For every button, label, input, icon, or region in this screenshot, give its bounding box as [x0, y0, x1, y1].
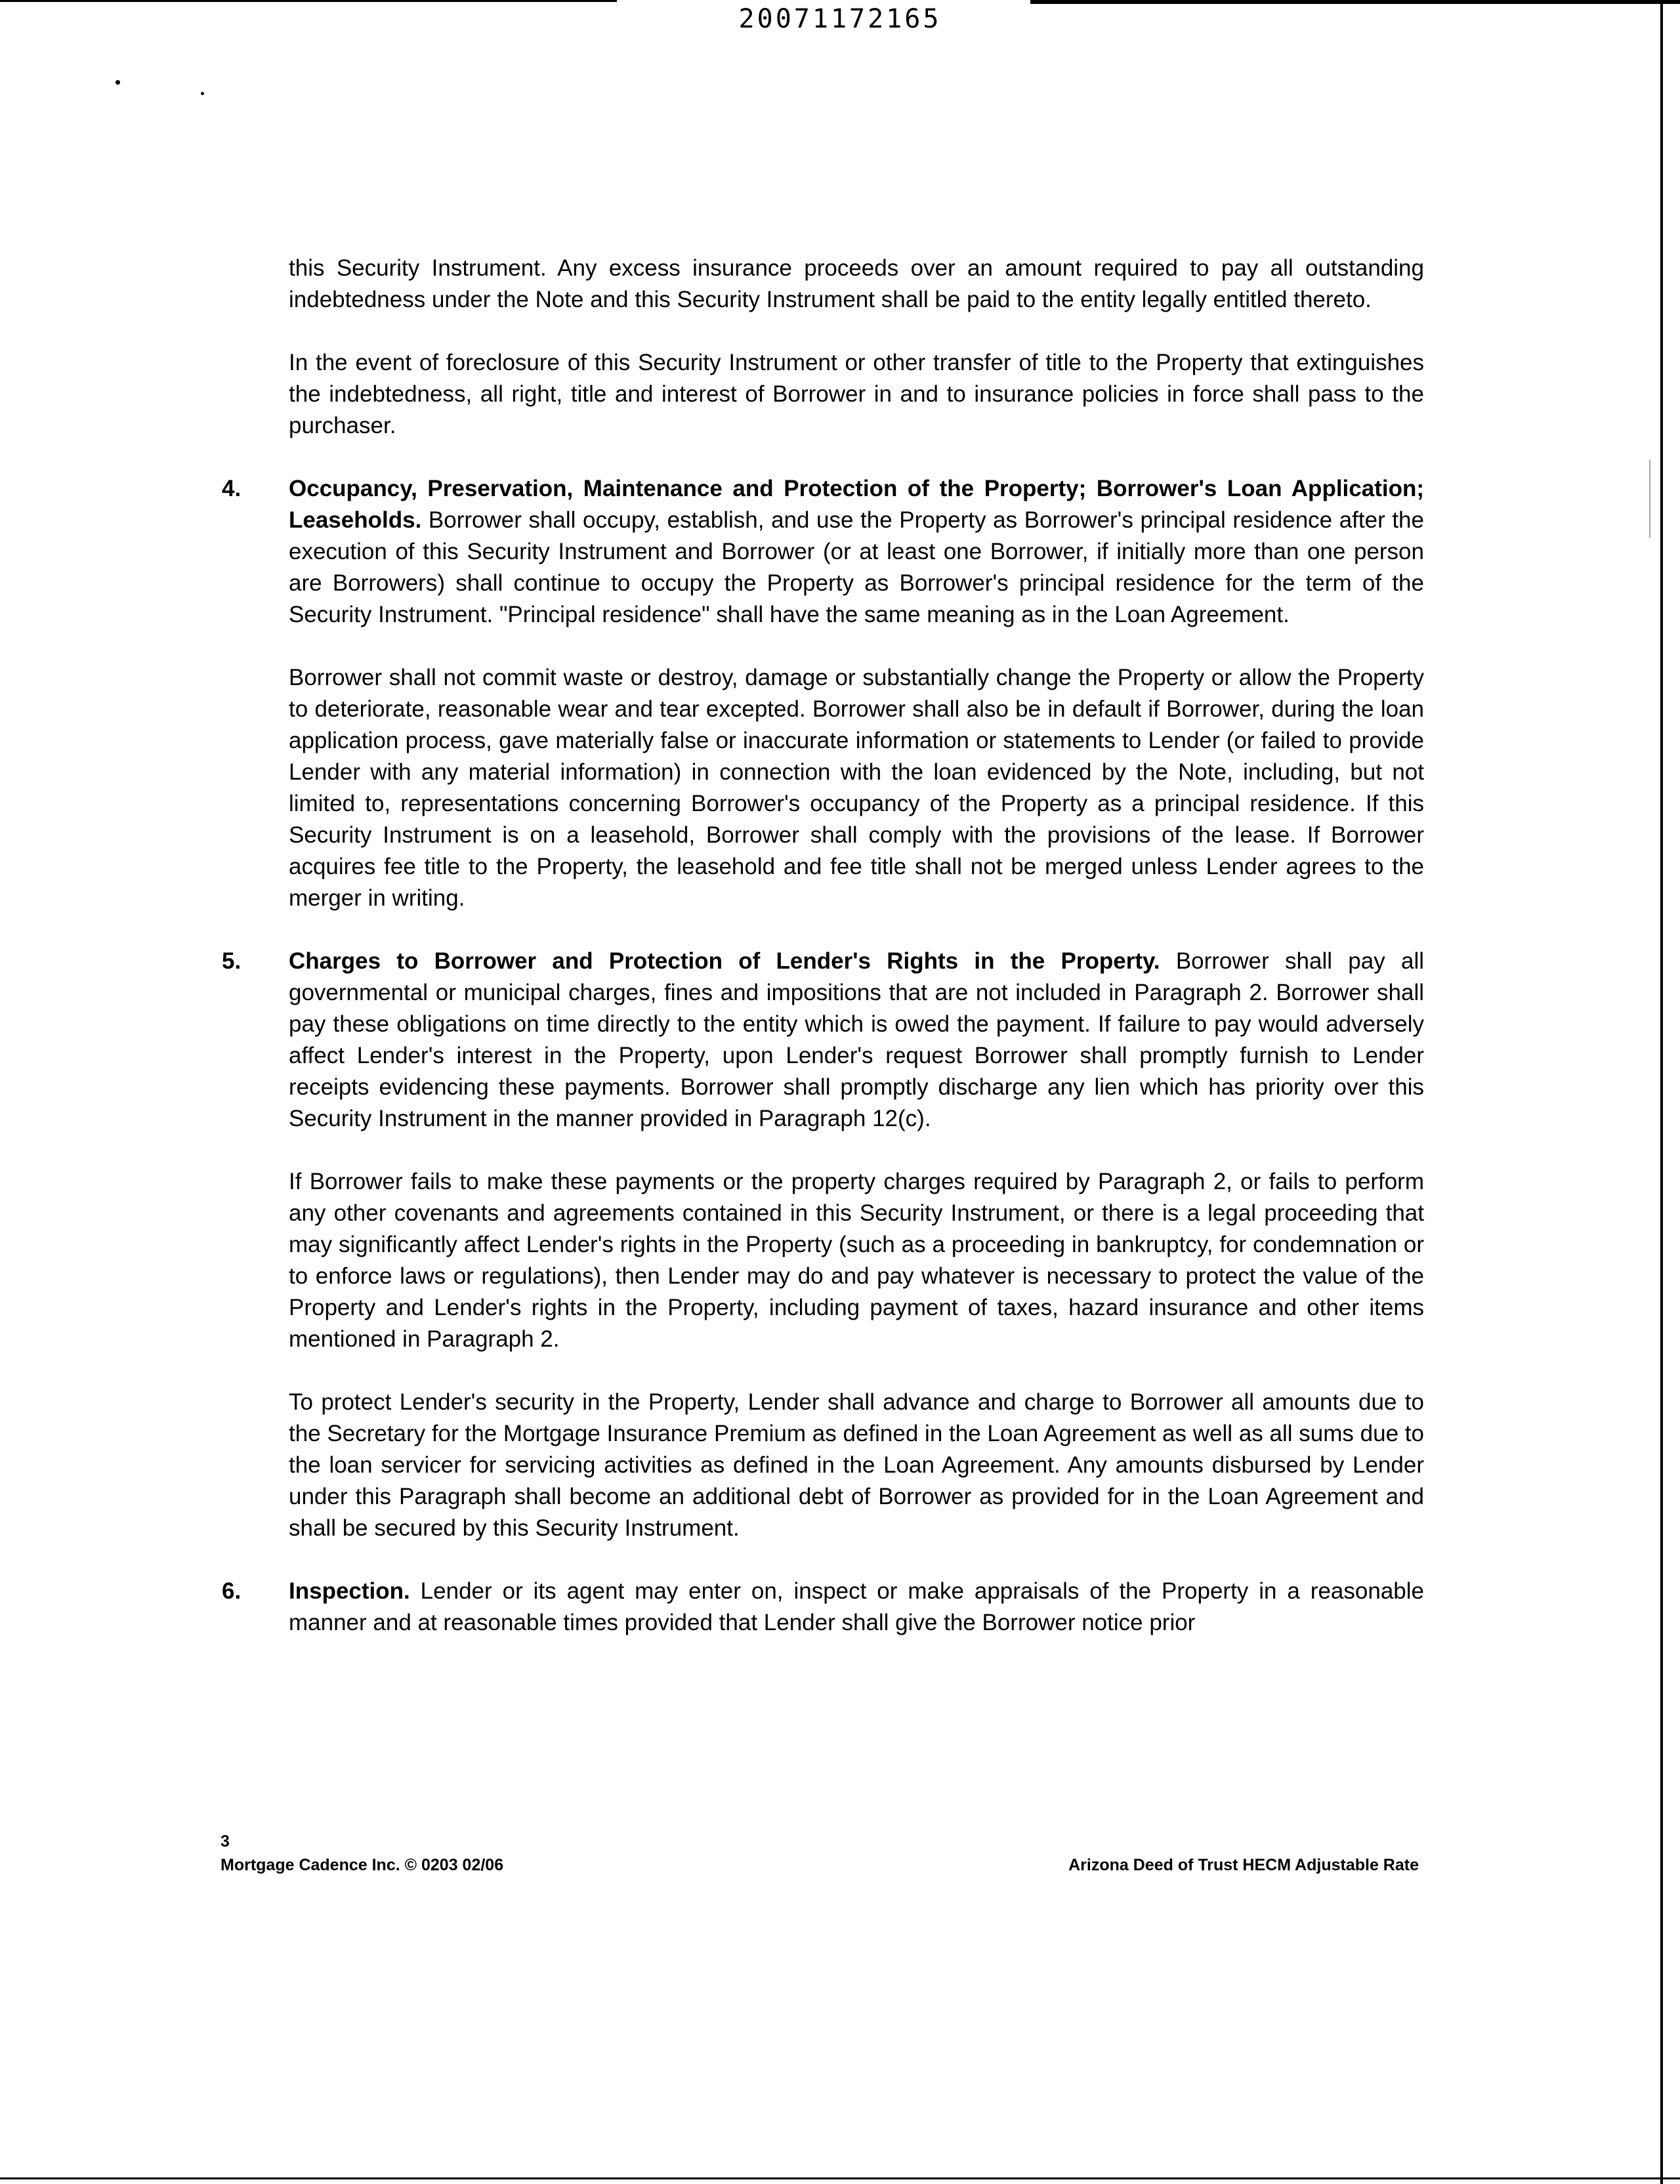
- footer-copyright: Mortgage Cadence Inc. © 0203 02/06: [220, 1856, 504, 1874]
- footer-form-title: Arizona Deed of Trust HECM Adjustable Rate: [1068, 1856, 1419, 1874]
- intro-paragraph: In the event of foreclosure of this Security Instrument or other transfer of title to the Property that extinguishes the indebtedness, all right, title and interest of Borrower in and to insurance policies in force shall pass to the purchaser.: [289, 350, 1424, 438]
- section-number: 6.: [222, 1578, 242, 1604]
- section-paragraph: [289, 1576, 1424, 1639]
- section-paragraph: Borrower shall not commit waste or destroy, damage or substantially change the Property or allow the Property to deteriorate, reasonable wear and tear excepted. Borrower shall also be in default if Borrower, during the loan application process, gave materially false or inaccurate information or statements to Lender (or failed to provide Lender with any material information) in connection with the loan evidenced by the Note, including, but not limited to, representations concerning Borrower's occupancy of the Property as a principal residence. If this Security Instrument is on a leasehold, Borrower shall comply with the provisions of the lease. If Borrower acquires fee title to the Property, the leasehold and fee title shall not be merged unless Lender agrees to the merger in writing.: [289, 665, 1424, 911]
- section-paragraph: [289, 946, 1424, 1135]
- section-text: Lender or its agent may enter on, inspect or make appraisals of the Property in a reasonable manner and at reasonable times provided that Lender shall give the Borrower notice prior: [289, 1578, 1424, 1635]
- section-5: [222, 946, 1424, 1544]
- section-paragraph: [289, 473, 1424, 631]
- section-paragraph: If Borrower fails to make these payments or the property charges required by Paragraph 2, or fails to perform any other covenants and agreements contained in this Security Instrument, or there is a legal proceeding that may significantly affect Lender's rights in the Property (such as a proceeding in bankruptcy, for condemnation or to enforce laws or regulations), then Lender may do and pay whatever is necessary to protect the value of the Property and Lender's rights in the Property, including payment of taxes, hazard insurance and other items mentioned in Paragraph 2.: [289, 1169, 1424, 1352]
- scan-speck: [116, 80, 120, 85]
- document-body: [222, 253, 1424, 1670]
- section-paragraph: To protect Lender's security in the Property, Lender shall advance and charge to Borrower all amounts due to the Secretary for the Mortgage Insurance Premium as defined in the Loan Agreement as well as all sums due to the loan servicer for servicing activities as defined in the Loan Agreement. Any amounts disbursed by Lender under this Paragraph shall become an additional debt of Borrower as provided for in the Loan Agreement and shall be secured by this Security Instrument.: [289, 1389, 1424, 1541]
- section-heading: Charges to Borrower and Protection of Lender's Rights in the Property.: [289, 948, 1160, 974]
- section-text: Borrower shall occupy, establish, and use the Property as Borrower's principal residence after the execution of this Security Instrument and Borrower (or at least one Borrower, if initially more than one person are Borrowers) shall continue to occupy the Property as Borrower's principal residence for the term of the Security Instrument. "Principal residence" shall have the same meaning as in the Loan Agreement.: [289, 507, 1424, 627]
- scan-edge-top-left: [0, 0, 617, 2]
- section-number: 4.: [222, 476, 242, 501]
- section-heading: Occupancy, Preservation, Maintenance and Protection of the Property; Borrower's Loan Application; Leaseholds.: [289, 476, 1424, 533]
- section-6: [222, 1576, 1424, 1639]
- section-text: Borrower shall pay all governmental or municipal charges, fines and impositions that are not included in Paragraph 2. Borrower shall pay these obligations on time directly to the entity which is owed the payment. If failure to pay would adversely affect Lender's interest in the Property, upon Lender's request Borrower shall promptly furnish to Lender receipts evidencing these payments. Borrower shall promptly discharge any lien which has priority over this Security Instrument in the manner provided in Paragraph 12(c).: [289, 948, 1424, 1131]
- scan-speck: [201, 92, 204, 95]
- scan-mark: [1649, 459, 1650, 538]
- section-number: 5.: [222, 948, 242, 974]
- section-4: [222, 473, 1424, 914]
- page-number: 3: [220, 1832, 230, 1851]
- section-heading: Inspection.: [289, 1578, 410, 1604]
- scan-edge-right: [1660, 0, 1663, 2184]
- scan-edge-bottom: [0, 2177, 1680, 2179]
- intro-paragraph: this Security Instrument. Any excess insurance proceeds over an amount required to pay all outstanding indebtedness under the Note and this Security Instrument shall be paid to the entity legally entitled thereto.: [289, 255, 1424, 312]
- recording-number: 20071172165: [738, 4, 942, 34]
